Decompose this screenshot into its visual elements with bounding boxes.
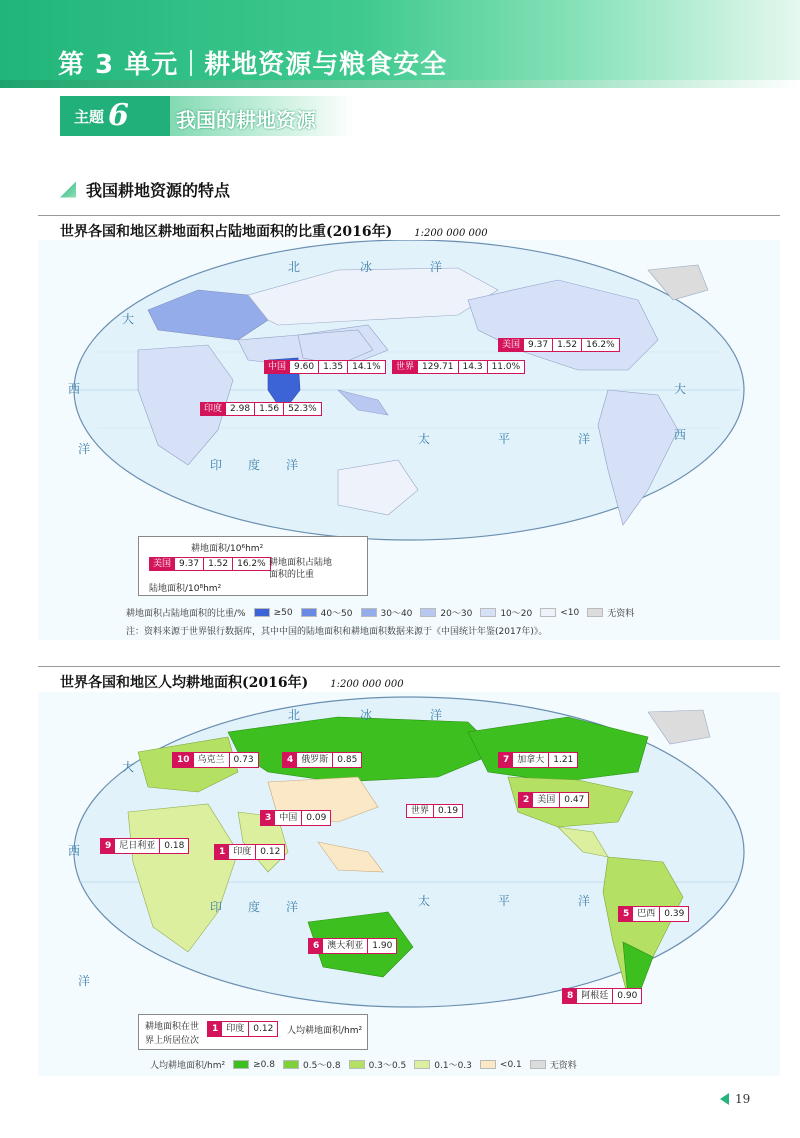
map1-world-v2: 14.3 (458, 361, 487, 373)
map2-ocean-indian-2: 度 (248, 900, 261, 914)
map1-india-v1: 2.98 (225, 403, 254, 415)
section-heading (60, 178, 230, 201)
map1-legend-swatch (540, 608, 556, 617)
map2-australia-value: 1.90 (367, 939, 396, 953)
map1-legend-item (361, 606, 413, 619)
map1-key-v3: 16.2% (232, 558, 270, 570)
map2-india-rank: 1 (215, 845, 229, 859)
map2-russia-value: 0.85 (332, 753, 361, 767)
map2-rank-russia (282, 752, 362, 768)
map2-argentina-value: 0.90 (612, 989, 641, 1003)
map1-china-v2: 1.35 (318, 361, 347, 373)
map1-label-india (200, 402, 322, 416)
map1-world-name: 世界 (393, 361, 417, 373)
map1-source-note: 注：资料来源于世界银行数据库，其中中国的陆地面积和耕地面积数据来源于《中国统计年鉴(2017年)》。 (126, 627, 548, 637)
map1-key-v2: 1.52 (203, 558, 232, 570)
map1-legend-label: 10～20 (500, 609, 533, 619)
topic-label: 主题 (74, 107, 105, 126)
map1-legend-swatch (587, 608, 603, 617)
map1-key-box (138, 536, 368, 596)
map2-legend-label: 0.3～0.5 (368, 1061, 407, 1071)
map1-legend-swatch (301, 608, 317, 617)
map1-key-right-1: 耕地面积占陆地 (269, 558, 333, 568)
map2-legend-label: 无资料 (549, 1061, 577, 1071)
map1-china-v3: 14.1% (347, 361, 385, 373)
section-leaf-icon (60, 182, 76, 198)
map1-india-v3: 52.3% (283, 403, 321, 415)
map2-canada-name: 加拿大 (513, 753, 548, 767)
map2-legend-item (349, 1058, 407, 1071)
map2-usa-value: 0.47 (559, 793, 588, 807)
map1-legend-swatch (361, 608, 377, 617)
map1-india-name: 印度 (201, 403, 225, 415)
map1-caption (60, 221, 488, 241)
map2-key-name: 印度 (222, 1022, 248, 1036)
map2-key-box (138, 1014, 368, 1050)
map1-legend-label: <10 (560, 607, 580, 618)
map2-brazil-rank: 5 (619, 907, 633, 921)
map1-legend-swatch (480, 608, 496, 617)
map2-ocean-atlantic-1: 大 (122, 760, 135, 774)
map1-usa-name: 美国 (499, 339, 523, 351)
map2-argentina-rank: 8 (563, 989, 577, 1003)
map2-usa-rank: 2 (519, 793, 533, 807)
map2-ocean-pacific-3: 洋 (578, 894, 591, 908)
map1-ocean-right-2: 西 (674, 428, 687, 442)
map2-legend-label: <0.1 (499, 1059, 522, 1070)
map2-rank-australia (308, 938, 397, 954)
map2-ocean-pacific-2: 平 (498, 894, 511, 908)
map1-legend-label: 20～30 (440, 609, 473, 619)
map2-legend-swatch (480, 1060, 496, 1069)
map2-key-rank: 1 (208, 1022, 222, 1036)
map2-ukraine-name: 乌克兰 (194, 753, 229, 767)
map2-title: 世界各国和地区人均耕地面积(2016年) (60, 675, 309, 691)
map2-top-rule (38, 666, 780, 667)
map2-panel (38, 692, 780, 1076)
map2-rank-china (260, 810, 331, 826)
map2-world-value: 0.19 (433, 805, 462, 817)
map2-world-name: 世界 (411, 806, 430, 816)
map1-china-name: 中国 (265, 361, 289, 373)
map1-usa-v1: 9.37 (523, 339, 552, 351)
map2-rank-nigeria (100, 838, 189, 854)
map1-legend-item (540, 608, 579, 618)
map2-ocean-indian-1: 印 (210, 900, 223, 914)
map1-key-bottom: 陆地面积/10⁸hm² (149, 584, 222, 594)
map2-ocean-pacific-1: 太 (418, 894, 431, 908)
map2-legend-swatch (233, 1060, 249, 1069)
map2-legend-label: 0.1～0.3 (434, 1061, 472, 1071)
map1-ocean-arctic-3: 洋 (430, 260, 443, 274)
map1-india-v2: 1.56 (254, 403, 283, 415)
map2-legend-item (233, 1060, 275, 1070)
map2-canada-value: 1.21 (548, 753, 577, 767)
map1-label-world (392, 360, 525, 374)
map1-legend-item (301, 606, 353, 619)
map2-nigeria-name: 尼日利亚 (115, 839, 159, 853)
map2-ukraine-rank: 10 (173, 753, 194, 767)
map2-india-value: 0.12 (255, 845, 284, 859)
map1-legend-label: 40～50 (320, 609, 353, 619)
map1-legend-item (420, 606, 472, 619)
page-number (720, 1092, 750, 1106)
map1-legend-label: 无资料 (607, 609, 635, 619)
map2-label-world (406, 804, 463, 818)
map1-ocean-pacific-2: 平 (498, 432, 511, 446)
map2-rank-usa (518, 792, 589, 808)
map2-key-right-1: 人均耕地面积/hm² (287, 1026, 363, 1036)
header-strip (0, 80, 800, 88)
map1-ocean-indian-1: 印 (210, 458, 223, 472)
map2-india-name: 印度 (229, 845, 255, 859)
map2-greenland (648, 710, 710, 744)
unit-title (58, 44, 447, 81)
map2-legend-swatch (349, 1060, 365, 1069)
map2-rank-argentina (562, 988, 642, 1004)
map2-legend-item (530, 1058, 577, 1071)
page-number-text: 19 (735, 1092, 751, 1106)
unit-separator (190, 50, 192, 76)
map1-key-sample (149, 557, 271, 571)
map2-rank-brazil (618, 906, 689, 922)
map2-rank-india (214, 844, 285, 860)
map2-legend-item (283, 1058, 341, 1071)
map1-legend-item (587, 606, 634, 619)
map1-ocean-right-1: 大 (674, 382, 687, 396)
topic-badge (60, 96, 170, 136)
map2-china-name: 中国 (275, 811, 301, 825)
map2-russia-name: 俄罗斯 (297, 753, 332, 767)
map2-brazil-name: 巴西 (633, 907, 659, 921)
map2-ocean-arctic-2: 冰 (360, 708, 373, 722)
topic-title: 我国的耕地资源 (176, 108, 316, 132)
map2-argentina-name: 阿根廷 (577, 989, 612, 1003)
map1-world-v3: 11.0% (487, 361, 525, 373)
map1-legend-item (254, 608, 293, 618)
map2-ocean-indian-3: 洋 (286, 900, 299, 914)
map2-usa-name: 美国 (533, 793, 559, 807)
map2-legend-item (480, 1060, 522, 1070)
map1-key-v1: 9.37 (174, 558, 203, 570)
map1-ocean-arctic-1: 北 (288, 260, 301, 274)
map2-canada-rank: 7 (499, 753, 513, 767)
unit-name: 耕地资源与粮食安全 (204, 50, 448, 80)
map1-key-top: 耕地面积/10⁶hm² (191, 544, 264, 554)
map1-title: 世界各国和地区耕地面积占陆地面积的比重(2016年) (60, 224, 393, 240)
topic-number: 6 (108, 98, 129, 133)
map1-usa-v2: 1.52 (552, 339, 581, 351)
map1-key-right-2: 面积的比重 (269, 570, 315, 580)
map1-ocean-atlantic-3: 洋 (78, 442, 91, 456)
map1-ocean-arctic-2: 冰 (360, 260, 373, 274)
page-arrow-icon (720, 1093, 729, 1105)
map2-key-sample (207, 1021, 278, 1037)
map2-australia-rank: 6 (309, 939, 323, 953)
map2-key-left-1: 耕地面积在世 (145, 1022, 200, 1032)
map1-legend-item (480, 606, 532, 619)
map2-ocean-atlantic-3: 洋 (78, 974, 91, 988)
map1-legend (126, 606, 634, 619)
map2-ocean-arctic-1: 北 (288, 708, 301, 722)
map1-legend-swatch (420, 608, 436, 617)
map1-world-v1: 129.71 (417, 361, 458, 373)
map1-legend-label: ≥50 (273, 607, 293, 618)
map2-ocean-arctic-3: 洋 (430, 708, 443, 722)
map1-china-v1: 9.60 (289, 361, 318, 373)
section-title: 我国耕地资源的特点 (86, 181, 231, 200)
map1-label-china (264, 360, 386, 374)
map1-legend-title: 耕地面积占陆地面积的比重/% (126, 609, 246, 619)
map2-scale: 1:200 000 000 (330, 679, 404, 690)
map1-ocean-pacific-1: 太 (418, 432, 431, 446)
map1-label-usa (498, 338, 620, 352)
unit-number: 第 3 单元 (58, 50, 179, 80)
map2-ukraine-value: 0.73 (229, 753, 258, 767)
map2-legend-swatch (414, 1060, 430, 1069)
map1-ocean-atlantic-2: 西 (68, 382, 81, 396)
map2-legend (150, 1058, 577, 1071)
map1-panel (38, 240, 780, 640)
map1-scale: 1:200 000 000 (414, 228, 488, 239)
map2-legend-label: ≥0.8 (253, 1059, 275, 1070)
map1-key-name: 美国 (150, 558, 174, 570)
map2-russia-rank: 4 (283, 753, 297, 767)
map1-ocean-pacific-3: 洋 (578, 432, 591, 446)
map2-key-left-2: 界上所居位次 (145, 1036, 200, 1046)
map2-china-value: 0.09 (301, 811, 330, 825)
map1-ocean-atlantic-1: 大 (122, 312, 135, 326)
map1-usa-v3: 16.2% (581, 339, 619, 351)
map2-caption (60, 672, 404, 692)
map2-nigeria-value: 0.18 (159, 839, 188, 853)
map2-brazil-value: 0.39 (659, 907, 688, 921)
map1-legend-swatch (254, 608, 270, 617)
map2-china-rank: 3 (261, 811, 275, 825)
map2-legend-label: 0.5～0.8 (302, 1061, 341, 1071)
map1-top-rule (38, 215, 780, 216)
map2-legend-item (414, 1058, 472, 1071)
map2-rank-canada (498, 752, 578, 768)
map1-ocean-indian-2: 度 (248, 458, 261, 472)
map2-ocean-atlantic-2: 西 (68, 844, 81, 858)
map2-key-value: 0.12 (248, 1022, 277, 1036)
map1-ocean-indian-3: 洋 (286, 458, 299, 472)
map2-rank-ukraine (172, 752, 259, 768)
map2-legend-title: 人均耕地面积/hm² (150, 1061, 226, 1071)
map2-legend-swatch (530, 1060, 546, 1069)
map2-nigeria-rank: 9 (101, 839, 115, 853)
map1-legend-label: 30～40 (380, 609, 413, 619)
map2-legend-swatch (283, 1060, 299, 1069)
map2-australia-name: 澳大利亚 (323, 939, 367, 953)
